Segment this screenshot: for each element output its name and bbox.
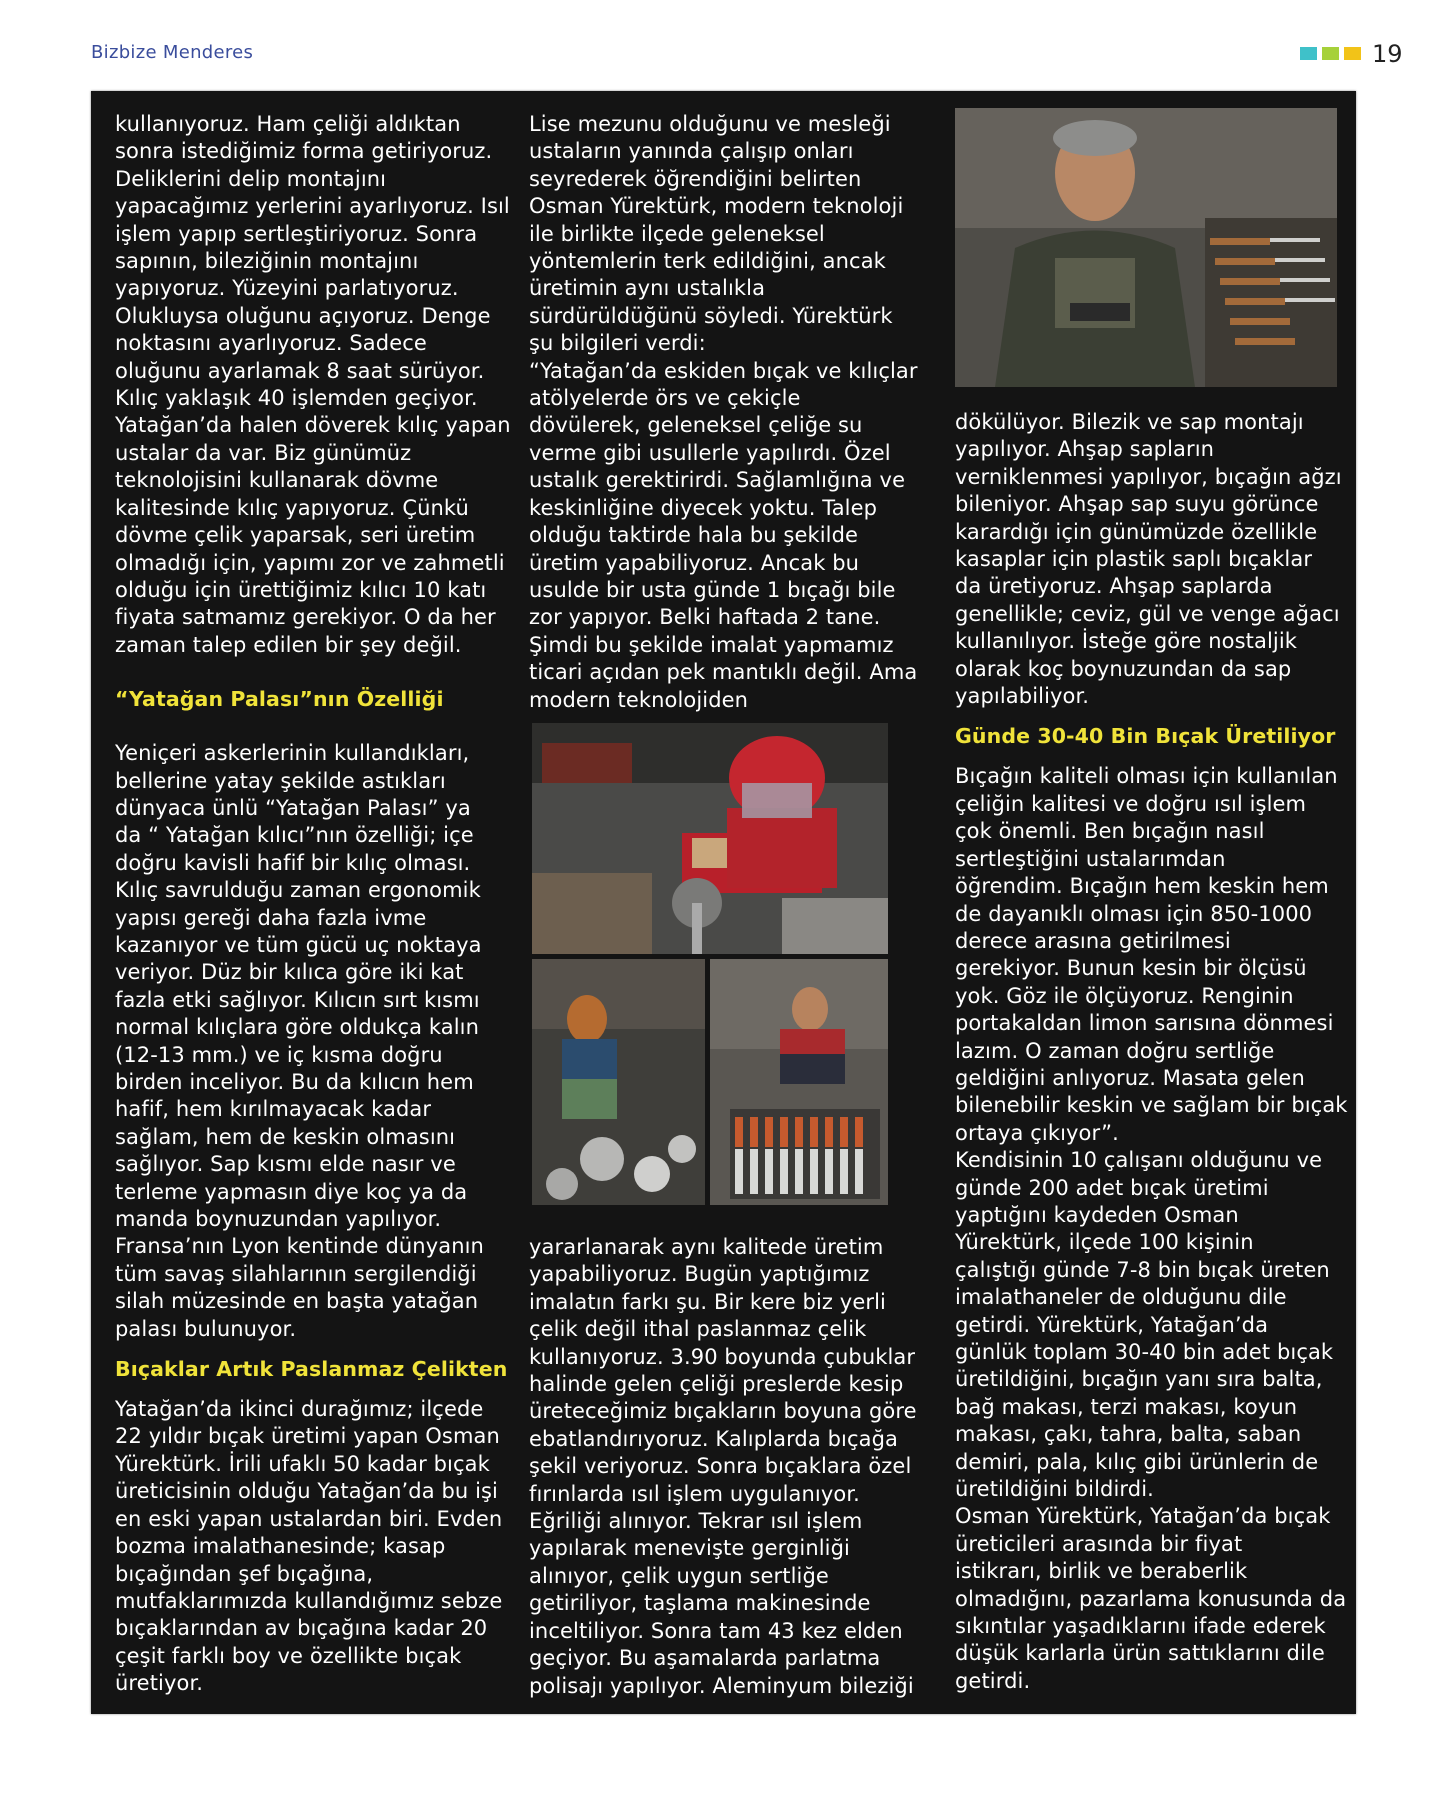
col3-heading-gunde-30-40-bin: Günde 30-40 Bin Bıçak Üretiliyor [955, 724, 1336, 749]
article-panel [91, 91, 1356, 1714]
col1-paragraph-1: kullanıyoruz. Ham çeliği aldıktan sonra istediğimiz forma getiriyoruz. Deliklerini delip montajını yapacağımız yerlerini ayarlıyoruz. Isıl işlem yapıp sertleştiriyoruz. Sonra sapının, bileziğinin montajını yapıyoruz. Yüzeyini parlatıyoruz. Olukluysa oluğunu açıyoruz. Denge noktasını ayarlıyoruz. Sadece oluğunu ayarlamak 8 saat sürüyor. Kılıç yaklaşık 40 işlemden geçiyor. Yatağan’da halen döverek kılıç yapan ustalar da var. Biz günümüz teknolojisini kullanarak dövme kalitesinde kılıç yapıyoruz. Çünkü dövme çelik yaparsak, seri üretim olmadığı için, yapımı zor ve zahmetli olduğu için ürettiğimiz kılıcı 10 katı fiyata satmamız gerekiyor. O da her zaman talep edilen bir şey değil. [115, 112, 511, 657]
photo-grinding-worker [532, 723, 888, 954]
header-color-squares [1300, 47, 1361, 60]
article-column-1 [115, 111, 515, 1698]
col3-paragraph-1: dökülüyor. Bilezik ve sap montajı yapılıyor. Ahşap sapların verniklenmesi yapılıyor, bıçağın ağzı bileniyor. Ahşap sap suyu görünce karardığı için günümüzde özellikle kasaplar için plastik saplı bıçaklar da üretiyoruz. Ahşap saplarda genellikle; ceviz, gül ve venge ağacı kullanılıyor. İsteğe göre nostaljik olarak koç boynuzundan da sap yapılabiliyor. [955, 410, 1342, 709]
photo-man-knives [710, 959, 888, 1205]
page-number: 19 [1372, 40, 1403, 68]
col1-heading-yatagan-palasi: “Yatağan Palası”nın Özelliği [115, 687, 444, 712]
photo-osman-yurekturk-portrait [955, 108, 1337, 387]
col1-paragraph-3: Yatağan’da ikinci durağımız; ilçede 22 yıldır bıçak üretimi yapan Osman Yürektürk. İrili ufaklı 50 kadar bıçak üreticisinin olduğu Yatağan’da bu işi en eski yapan ustalardan biri. Evden bozma imalathanesinde; kasap bıçağından şef bıçağına, mutfaklarımızda kullandığımız sebze bıçaklarından av bıçağına kadar 20 çeşit farklı boy ve özellikte bıçak üretiyor. [115, 1397, 503, 1696]
photo-woman-casting [532, 959, 705, 1205]
article-column-3 [955, 409, 1355, 1695]
color-square-green [1322, 47, 1339, 60]
article-column-2-top [529, 111, 929, 714]
magazine-title: Bizbize Menderes [91, 42, 254, 63]
col2-paragraph-1: Lise mezunu olduğunu ve mesleği ustaların yanında çalışıp onları seyrederek öğrendiğini belirten Osman Yürektürk, modern teknoloji ile birlikte ilçede geleneksel yöntemlerin terk edildiğini, ancak üretimin aynı ustalıkla sürdürüldüğünü söyledi. Yürektürk şu bilgileri verdi: “Yatağan’da eskiden bıçak ve kılıçlar atölyelerde örs ve çekiçle dövülerek, geleneksel çeliğe su verme gibi usullerle yapılırdı. Özel ustalık gerektirirdi. Sağlamlığına ve keskinliğine diyecek yoktu. Talep olduğu taktirde hala bu şekilde üretim yapabiliyoruz. Ancak bu usulde bir usta günde 1 bıçağı bile zor yapıyor. Belki haftada 2 tane. Şimdi bu şekilde imalat yapmamız ticari açıdan pek mantıklı değil. Ama modern teknolojiden [529, 112, 918, 712]
col1-paragraph-2: Yeniçeri askerlerinin kullandıkları, bellerine yatay şekilde astıkları dünyaca ünlü “Yatağan Palası” ya da “ Yatağan kılıcı”nın özelliği; içe doğru kavisli hafif bir kılıç olması. Kılıç savrulduğu zaman ergonomik yapısı gereği daha fazla ivme kazanıyor ve tüm gücü uç noktaya veriyor. Düz bir kılıca göre iki kat fazla etki sağlıyor. Kılıcın sırt kısmı normal kılıçlara göre oldukça kalın (12-13 mm.) ve iç kısma doğru birden inceliyor. Bu da kılıcın hem hafif, hem kırılmayacak kadar sağlam, hem de keskin olmasını sağlıyor. Sap kısmı elde nasır ve terleme yapmasın diye koç ya da manda boynuzundan yapılıyor. Fransa’nın Lyon kentinde dünyanın tüm savaş silahlarının sergilendiği silah müzesinde en başta yatağan palası bulunuyor. [115, 741, 484, 1341]
col1-heading-paslanmaz-celik: Bıçaklar Artık Paslanmaz Çelikten [115, 1357, 508, 1382]
col3-paragraph-2: Bıçağın kaliteli olması için kullanılan çeliğin kalitesi ve doğru ısıl işlem çok önemli. Ben bıçağın nasıl sertleştiğini ustalarımdan öğrendim. Bıçağın hem keskin hem de dayanıklı olması için 850-1000 derece arasına getirilmesi gerekiyor. Bunun kesin bir ölçüsü yok. Göz ile ölçüyoruz. Renginin portakaldan limon sarısına dönmesi lazım. O zaman doğru sertliğe geldiğini anlıyoruz. Masata gelen bilenebilir keskin ve sağlam bir bıçak ortaya çıkıyor”. Kendisinin 10 çalışanı olduğunu ve günde 200 adet bıçak üretimi yaptığını kaydeden Osman Yürektürk, ilçede 100 kişinin çalıştığı günde 7-8 bin bıçak üreten imalathaneler de olduğunu dile getirdi. Yürektürk, Yatağan’da günlük toplam 30-40 bin adet bıçak üretildiğini, bıçağın yanı sıra balta, bağ makası, terzi makası, koyun makası, çakı, tahra, balta, saban demiri, pala, kılıç gibi ürünlerin de üretildiğini bildirdi. Osman Yürektürk, Yatağan’da bıçak üreticileri arasında bir fiyat istikrarı, birlik ve beraberlik olmadığını, pazarlama konusunda da sıkıntılar yaşadıklarını ifade ederek düşük karlarla ürün sattıklarını dile getirdi. [955, 764, 1348, 1693]
color-square-yellow [1344, 47, 1361, 60]
color-square-teal [1300, 47, 1317, 60]
article-column-2-bottom [529, 1234, 929, 1700]
col2-paragraph-2: yararlanarak aynı kalitede üretim yapabiliyoruz. Bugün yaptığımız imalatın farkı şu. Bir kere biz yerli çelik değil ithal paslanmaz çelik kullanıyoruz. 3.90 boyunda çubuklar halinde gelen çeliği preslerde kesip üreteceğimiz bıçakların boyuna göre ebatlandırıyoruz. Kalıplarda bıçağa şekil veriyoruz. Sonra bıçaklara özel fırınlarda ısıl işlem uygulanıyor. Eğriliği alınıyor. Tekrar ısıl işlem yapılarak menevişte gerginliği alınıyor, çelik uygun sertliğe getiriliyor, taşlama makinesinde inceltiliyor. Sonra tam 43 kez elden geçiyor. Bu aşamalarda parlatma polisajı yapılıyor. Aleminyum bileziği [529, 1235, 917, 1698]
